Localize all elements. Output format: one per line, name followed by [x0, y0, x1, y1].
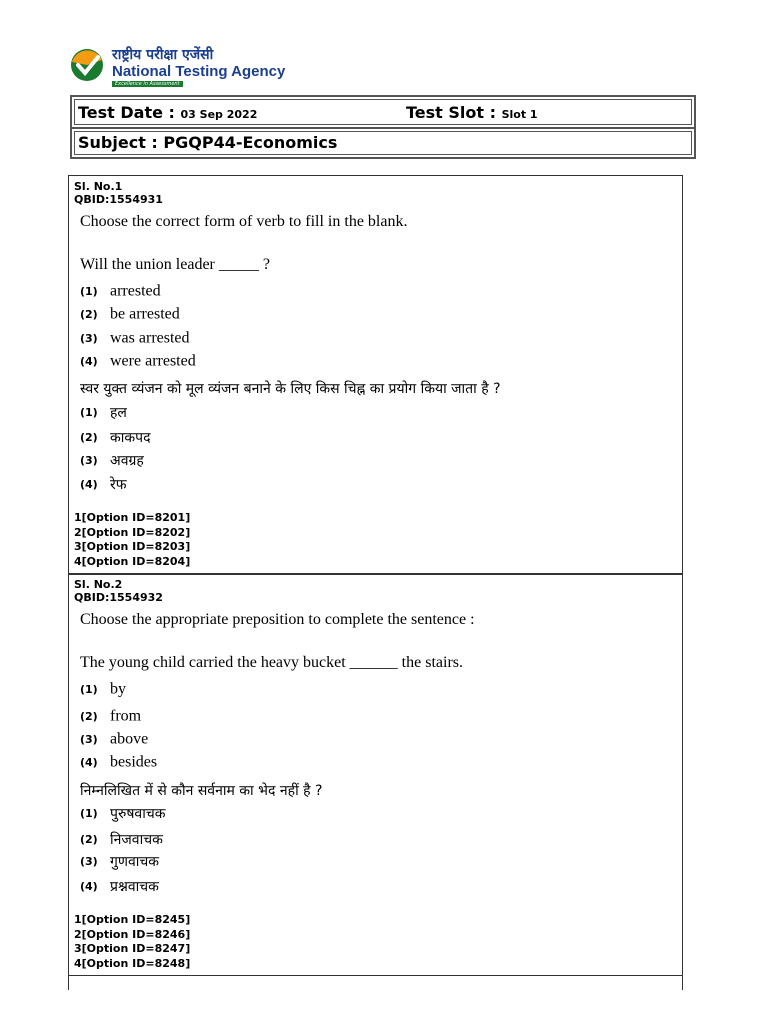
- option-item: (1) arrested: [80, 282, 161, 300]
- nta-check-icon: [70, 48, 104, 82]
- hindi-option-item: (4) रेफ: [80, 477, 127, 493]
- question-block: [68, 175, 683, 574]
- option-item: (3) was arrested: [80, 329, 190, 347]
- logo-agency-name: National Testing Agency: [112, 63, 286, 80]
- test-info-row: [70, 95, 696, 129]
- option-id: 2[Option ID=8246]: [74, 927, 191, 941]
- option-item: (4) besides: [80, 753, 158, 771]
- option-id: 1[Option ID=8201]: [74, 511, 191, 524]
- logo-tagline: Excellence in Assessment: [112, 81, 183, 87]
- hindi-option-item: (3) गुणवाचक: [80, 854, 160, 870]
- hindi-option-item: (1) पुरुषवाचक: [80, 806, 166, 822]
- question-sentence: The young child carried the heavy bucket ______ the stairs.: [80, 654, 463, 671]
- option-id: 2[Option ID=8202]: [74, 525, 191, 539]
- test-slot-label: Test Slot :: [406, 103, 496, 122]
- hindi-option-item: (3) अवग्रह: [80, 453, 144, 469]
- option-id: 3[Option ID=8203]: [74, 540, 191, 553]
- serial-number: Sl. No.2: [74, 578, 123, 591]
- option-id: 1[Option ID=8245]: [74, 913, 191, 926]
- subject-row: [70, 129, 696, 159]
- option-id: 4[Option ID=8204]: [74, 554, 191, 568]
- hindi-option-item: (2) काकपद: [80, 430, 151, 446]
- option-id: 3[Option ID=8247]: [74, 942, 191, 955]
- option-item: (1) by: [80, 680, 126, 698]
- serial-number: Sl. No.1: [74, 180, 123, 193]
- test-slot-value: Slot 1: [501, 108, 538, 121]
- option-item: (3) above: [80, 730, 149, 748]
- hindi-question-prompt: स्वर युक्त व्यंजन को मूल व्यंजन बनाने के लिए किस चिह्न का प्रयोग किया जाता है ?: [80, 381, 501, 397]
- qbid: QBID:1554932: [74, 591, 163, 604]
- next-question-border: [682, 976, 683, 990]
- hindi-question-prompt: निम्नलिखित में से कौन सर्वनाम का भेद नहीं है ?: [80, 783, 323, 799]
- question-prompt: Choose the appropriate preposition to complete the sentence :: [80, 611, 475, 628]
- question-sentence: Will the union leader _____ ?: [80, 256, 270, 273]
- nta-logo: [70, 45, 300, 90]
- question-block: [68, 574, 683, 976]
- hindi-option-item: (4) प्रश्नवाचक: [80, 879, 159, 895]
- option-item: (2) from: [80, 707, 142, 725]
- question-prompt: Choose the correct form of verb to fill in the blank.: [80, 213, 408, 230]
- subject-title: Subject : PGQP44-Economics: [78, 133, 338, 152]
- option-item: (2) be arrested: [80, 305, 180, 323]
- next-question-border: [68, 976, 69, 990]
- hindi-option-item: (1) हल: [80, 405, 127, 421]
- test-date-label: Test Date :: [78, 103, 175, 122]
- logo-hindi-text: राष्ट्रीय परीक्षा एजेंसी: [112, 47, 214, 63]
- test-date-value: 03 Sep 2022: [180, 108, 258, 121]
- hindi-option-item: (2) निजवाचक: [80, 832, 163, 848]
- option-id: 4[Option ID=8248]: [74, 956, 191, 970]
- option-item: (4) were arrested: [80, 352, 196, 370]
- qbid: QBID:1554931: [74, 193, 163, 206]
